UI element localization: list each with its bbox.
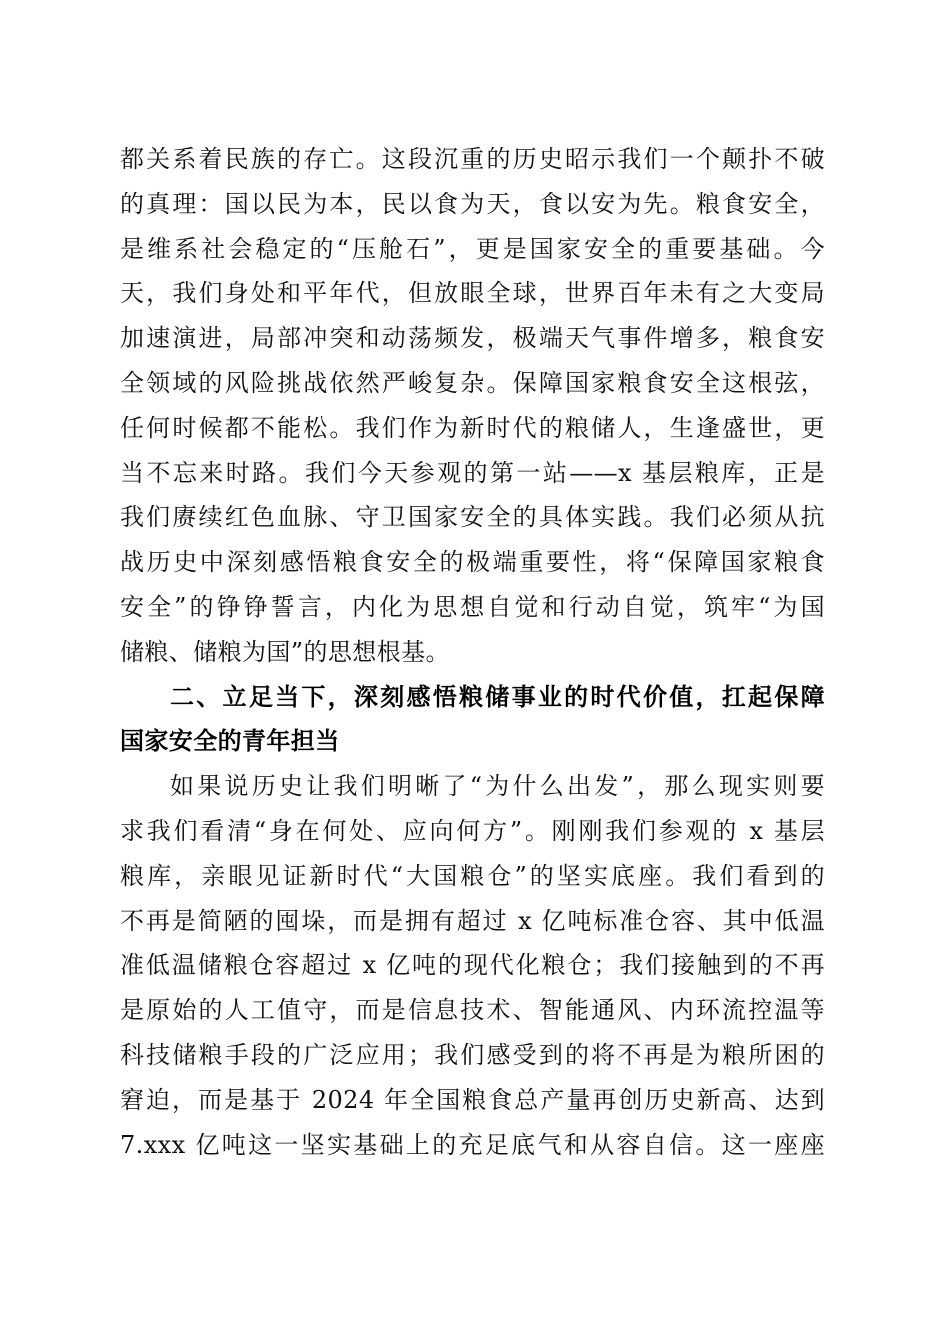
paragraph-present	[120, 764, 825, 1167]
paragraph-line: 粮库，亲眼见证新时代“大国粮仓”的坚实底座。我们看到的	[120, 861, 825, 890]
paragraph-line: 天，我们身处和平年代，但放眼全球，世界百年未有之大变局	[120, 279, 825, 308]
paragraph-line: 是维系社会稳定的“压舱石”，更是国家安全的重要基础。今	[120, 234, 825, 263]
paragraph-line: 7.xxx 亿吨这一坚实基础上的充足底气和从容自信。这一座座	[120, 1130, 825, 1159]
paragraph-line: 当不忘来时路。我们今天参观的第一站——x 基层粮库，正是	[120, 458, 825, 487]
paragraph-line: 储粮、储粮为国”的思想根基。	[120, 637, 450, 666]
section-heading	[120, 675, 825, 765]
paragraph-line: 安全”的铮铮誓言，内化为思想自觉和行动自觉，筑牢“为国	[120, 592, 825, 621]
paragraph-line: 科技储粮手段的广泛应用；我们感受到的将不再是为粮所困的	[120, 1040, 825, 1069]
heading-line: 二、立足当下，深刻感悟粮储事业的时代价值，扛起保障	[170, 682, 825, 711]
paragraph-line: 任何时候都不能松。我们作为新时代的粮储人，生逢盛世，更	[120, 413, 825, 442]
paragraph-line: 窘迫，而是基于 2024 年全国粮食总产量再创历史新高、达到	[120, 1085, 825, 1114]
document-body	[120, 137, 825, 1167]
paragraph-line: 不再是简陋的囤垛，而是拥有超过 x 亿吨标准仓容、其中低温	[120, 906, 825, 935]
paragraph-line: 都关系着民族的存亡。这段沉重的历史昭示我们一个颠扑不破	[120, 145, 825, 173]
paragraph-line: 如果说历史让我们明晰了“为什么出发”，那么现实则要	[170, 772, 825, 801]
paragraph-line: 的真理：国以民为本，民以食为天，食以安为先。粮食安全，	[120, 189, 825, 218]
paragraph-line: 我们赓续红色血脉、守卫国家安全的具体实践。我们必须从抗	[120, 503, 825, 532]
heading-line: 国家安全的青年担当	[120, 727, 340, 756]
paragraph-line: 是原始的人工值守，而是信息技术、智能通风、内环流控温等	[120, 996, 825, 1025]
paragraph-line: 战历史中深刻感悟粮食安全的极端重要性，将“保障国家粮食	[120, 548, 825, 577]
paragraph-line: 求我们看清“身在何处、应向何方”。刚刚我们参观的 x 基层	[120, 816, 825, 845]
paragraph-line: 加速演进，局部冲突和动荡频发，极端天气事件增多，粮食安	[120, 324, 825, 353]
paragraph-line: 全领域的风险挑战依然严峻复杂。保障国家粮食安全这根弦，	[120, 368, 825, 397]
paragraph-history	[120, 137, 825, 675]
paragraph-line: 准低温储粮仓容超过 x 亿吨的现代化粮仓；我们接触到的不再	[120, 951, 825, 980]
